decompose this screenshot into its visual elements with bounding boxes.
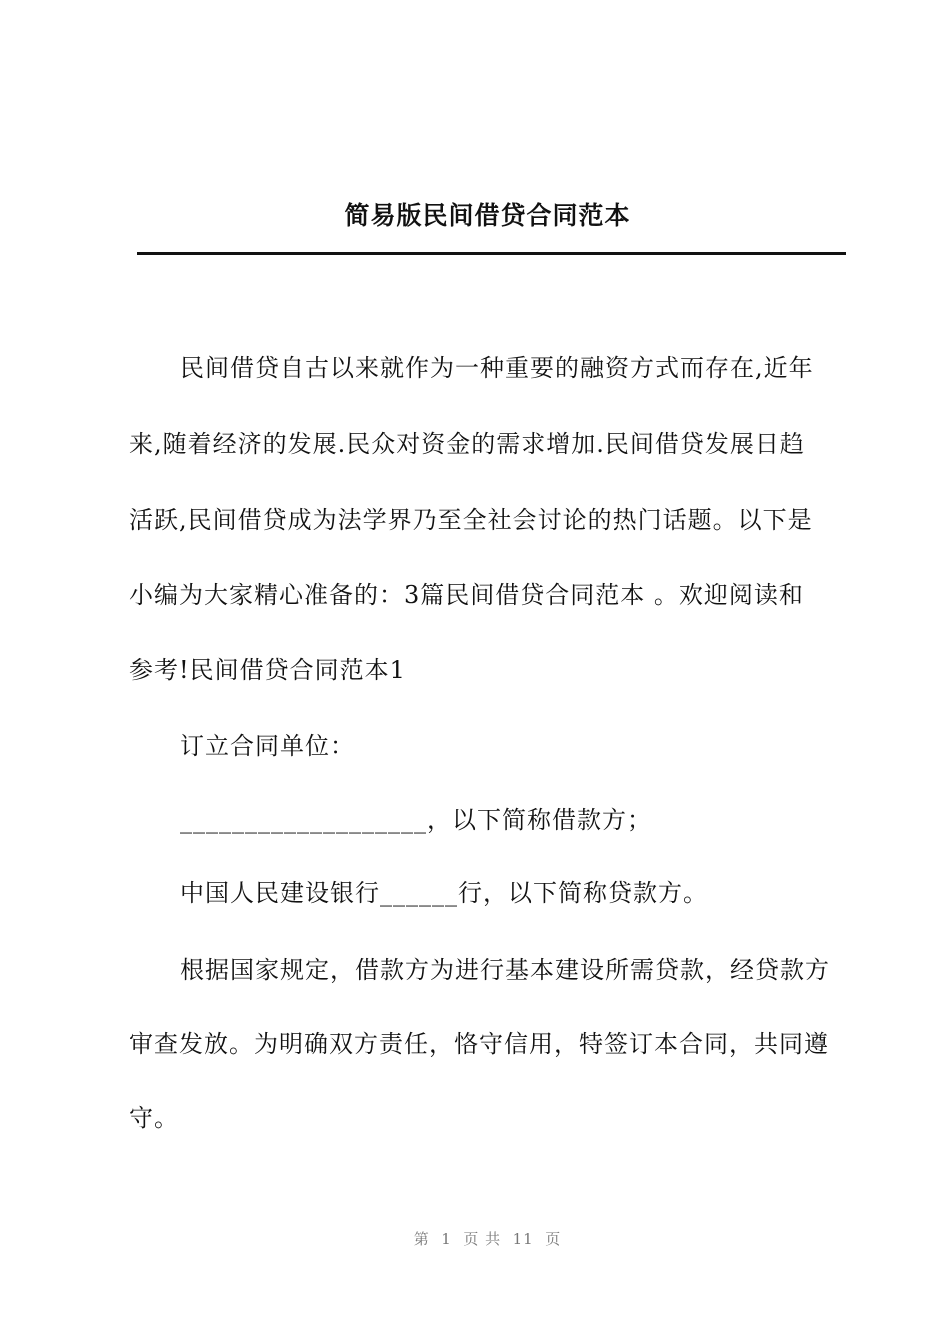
page-number-footer: 第 1 页 共 11 页 [413, 1230, 562, 1248]
paragraph-line: 小编为大家精心准备的：3篇民间借贷合同范本 。欢迎阅读和 [129, 581, 804, 609]
paragraph-line: ___________________，以下简称借款方； [180, 806, 652, 834]
paragraph-line: 订立合同单位： [180, 732, 355, 760]
title-underline [137, 252, 846, 255]
paragraph-line: 审查发放。为明确双方责任，恪守信用，特签订本合同，共同遵 [129, 1030, 829, 1058]
paragraph-line: 来,随着经济的发展.民众对资金的需求增加.民间借贷发展日趋 [129, 430, 805, 458]
paragraph-line: 参考!民间借贷合同范本1 [129, 656, 406, 684]
paragraph-line: 守。 [129, 1104, 179, 1132]
paragraph-line: 民间借贷自古以来就作为一种重要的融资方式而存在,近年 [180, 354, 814, 382]
paragraph-line: 中国人民建设银行______行，以下简称贷款方。 [180, 879, 708, 907]
document-title: 简易版民间借贷合同范本 [344, 201, 631, 230]
paragraph-line: 根据国家规定，借款方为进行基本建设所需贷款，经贷款方 [180, 956, 830, 984]
paragraph-line: 活跃,民间借贷成为法学界乃至全社会讨论的热门话题。以下是 [129, 506, 813, 534]
